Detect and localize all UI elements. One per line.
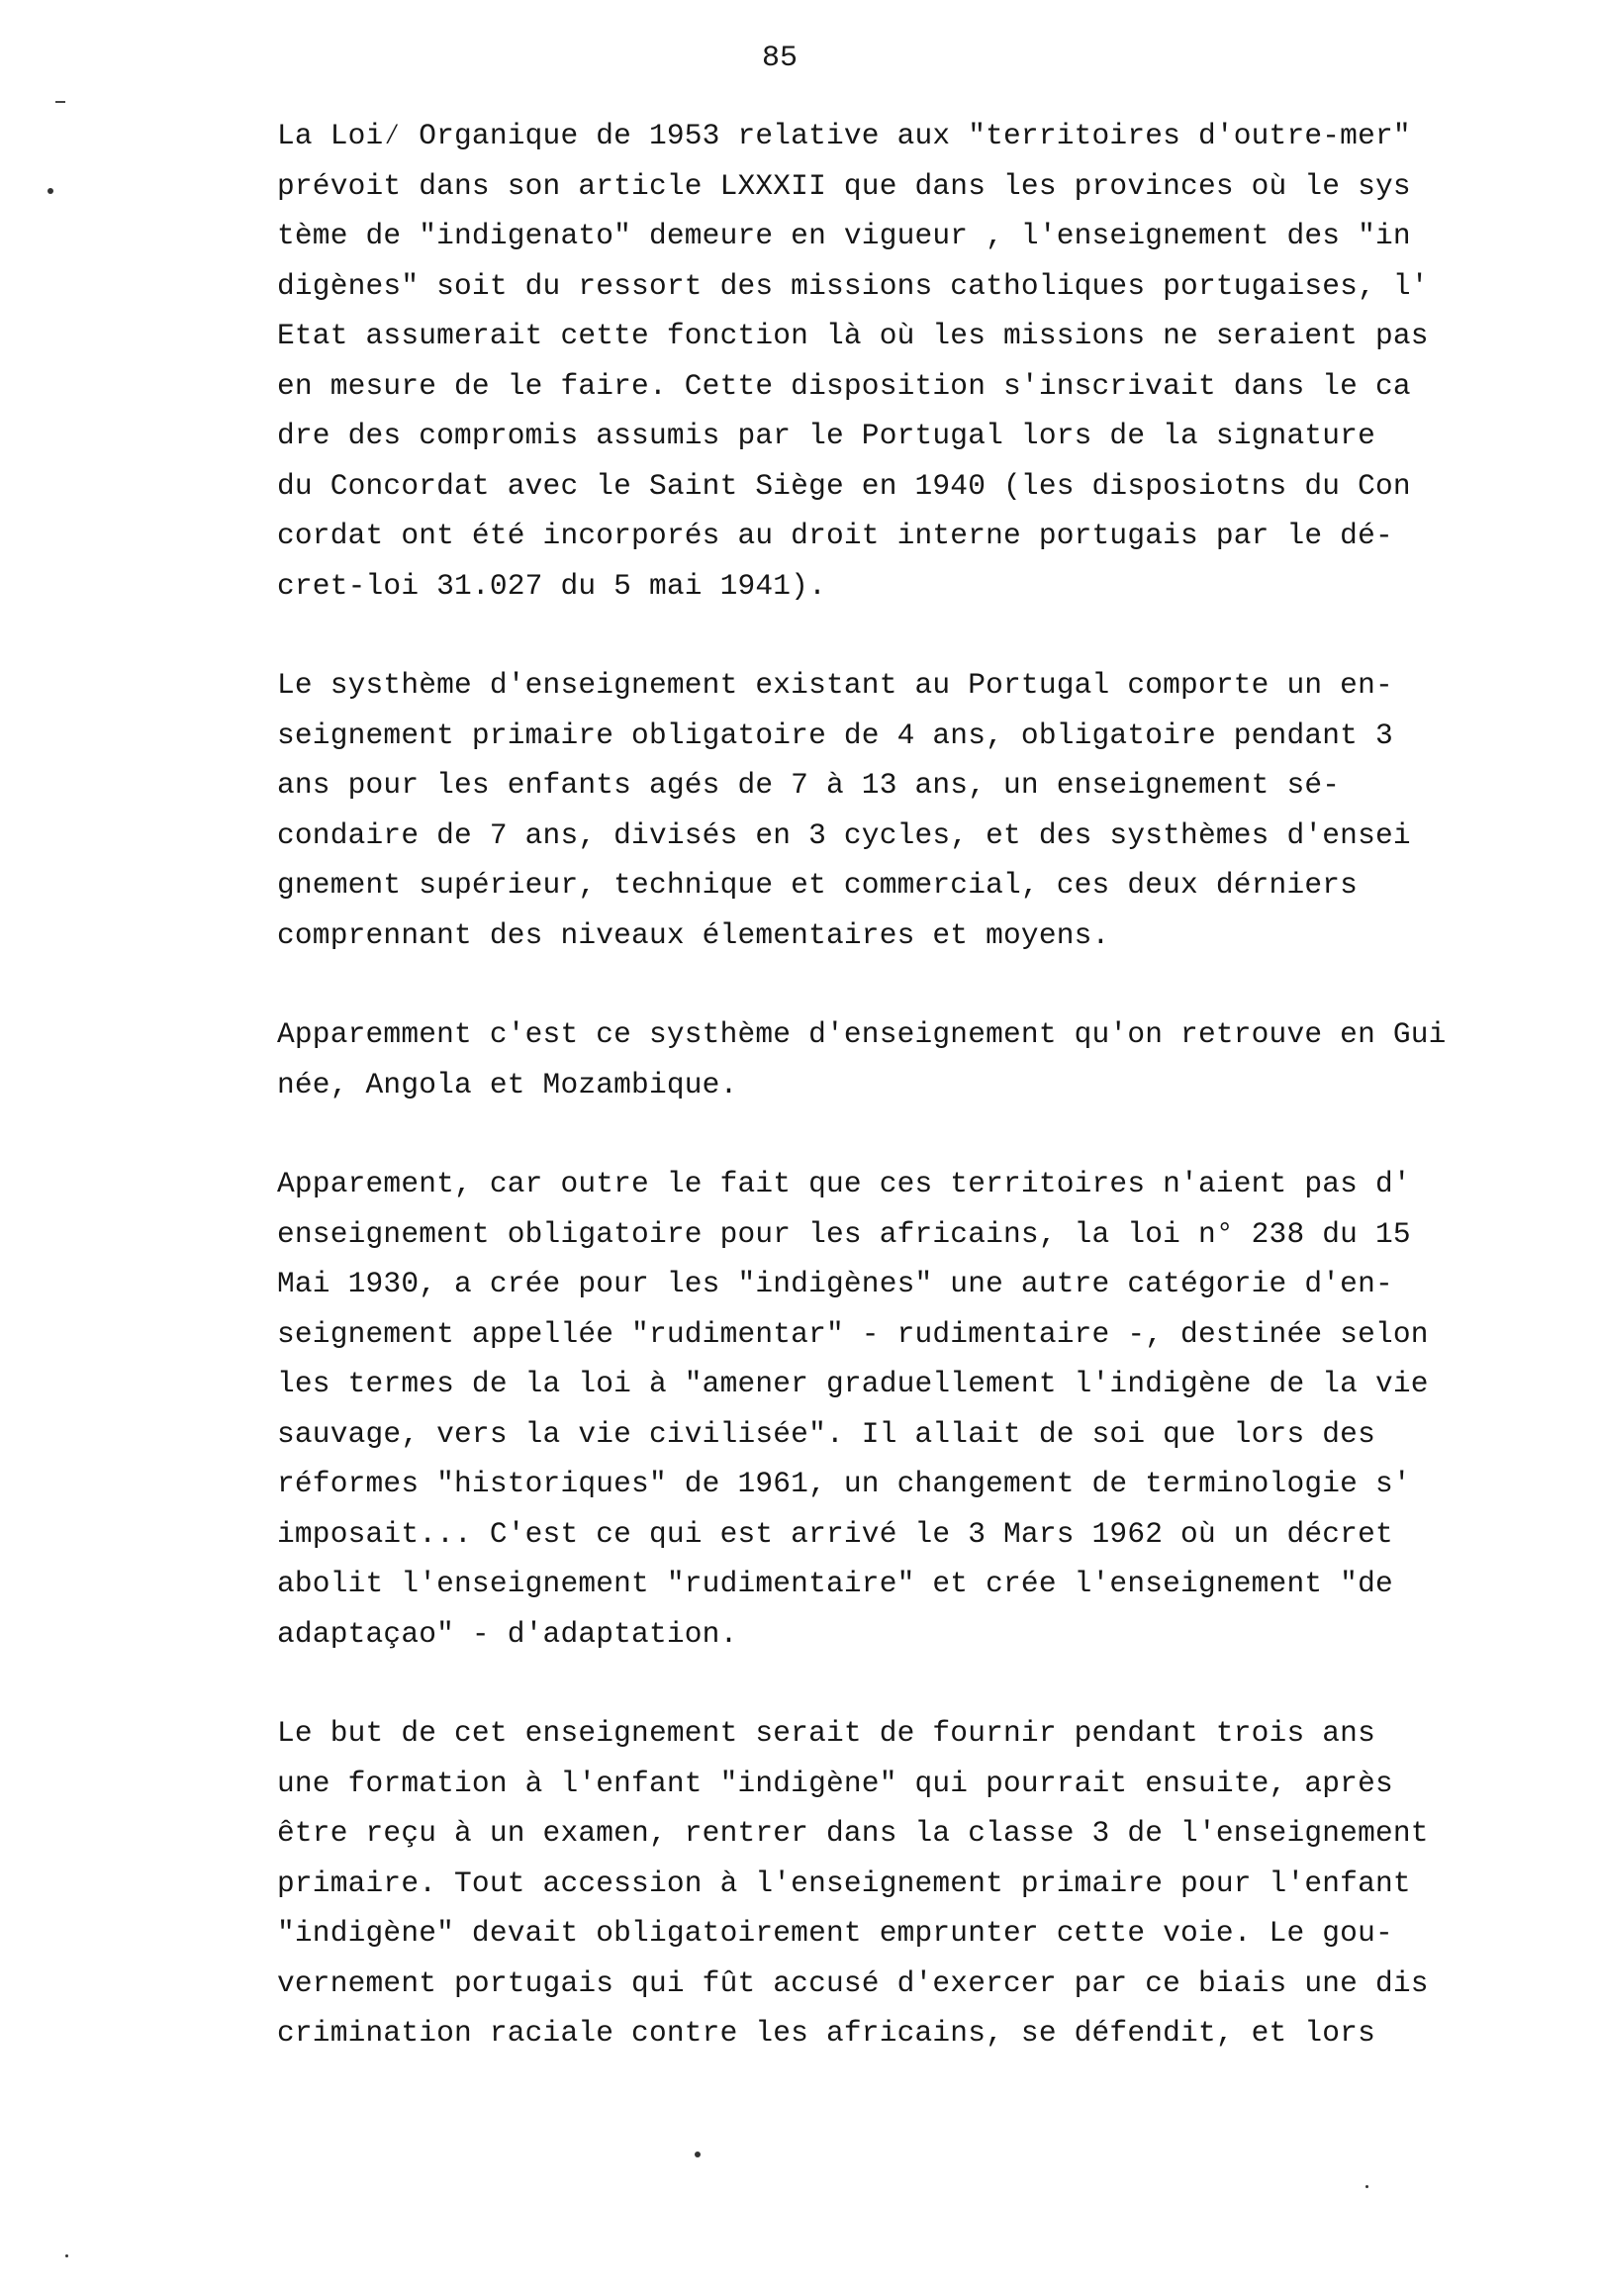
text-line: seignement primaire obligatoire de 4 ans, obligatoire pendant 3	[277, 718, 1393, 752]
scan-speck	[65, 2254, 68, 2257]
paragraph-gap	[277, 1109, 1593, 1159]
page-number: 85	[762, 42, 799, 75]
paragraph-3	[277, 1009, 1593, 1109]
text-line: cordat ont été incorporés au droit interne portugais par le dé-	[277, 519, 1393, 552]
text-line: Etat assumerait cette fonction là où les missions ne seraient pas	[277, 319, 1429, 352]
paragraph-1	[277, 111, 1593, 611]
text-line: dre des compromis assumis par le Portugal lors de la signature	[277, 419, 1375, 452]
text-line: réformes "historiques" de 1961, un changement de terminologie s'	[277, 1467, 1411, 1500]
text-line: vernement portugais qui fût accusé d'exercer par ce biais une dis	[277, 1965, 1429, 2000]
text-line: sauvage, vers la vie civilisée". Il allait de soi que lors des	[277, 1416, 1375, 1451]
text-line: prévoit dans son article LXXXII que dans les provinces où le sys	[277, 168, 1411, 203]
scan-speck	[695, 2152, 701, 2157]
text-line: condaire de 7 ans, divisés en 3 cycles, et des systhèmes d'ensei	[277, 817, 1411, 852]
body-text	[277, 111, 1593, 2058]
text-line: enseignement obligatoire pour les africains, la loi n° 238 du 15	[277, 1216, 1411, 1251]
text-line: gnement supérieur, technique et commercial, ces deux dérniers	[277, 868, 1359, 902]
text-line: être reçu à un examen, rentrer dans la classe 3 de l'enseignement	[277, 1816, 1429, 1850]
text-line: crimination raciale contre les africains, se défendit, et lors	[277, 2016, 1375, 2050]
text-line: primaire. Tout accession à l'enseignement primaire pour l'enfant	[277, 1866, 1411, 1900]
text-line: une formation à l'enfant "indigène" qui pourrait ensuite, après	[277, 1766, 1393, 1800]
text-line: Apparement, car outre le fait que ces territoires n'aient pas d'	[277, 1167, 1411, 1200]
text-line: les termes de la loi à "amener graduellement l'indigène de la vie	[277, 1367, 1429, 1400]
paragraph-gap	[277, 611, 1593, 660]
text-line: cret-loi 31.027 du 5 mai 1941).	[277, 568, 826, 603]
scan-speck	[55, 101, 65, 103]
scan-speck	[1365, 2185, 1368, 2188]
text-line: adaptaçao" - d'adaptation.	[277, 1616, 738, 1651]
text-line: imposait... C'est ce qui est arrivé le 3 Mars 1962 où un décret	[277, 1516, 1393, 1551]
text-line: Le but de cet enseignement serait de fournir pendant trois ans	[277, 1716, 1375, 1750]
text-line: ans pour les enfants agés de 7 à 13 ans, un enseignement sé-	[277, 768, 1341, 802]
text-line: "indigène" devait obligatoirement emprunter cette voie. Le gou-	[277, 1916, 1393, 1950]
paragraph-4	[277, 1159, 1593, 1659]
paragraph-gap	[277, 1659, 1593, 1708]
paragraph-5	[277, 1708, 1593, 2058]
text-line: Apparemment c'est ce systhème d'enseignement qu'on retrouve en Gui	[277, 1017, 1447, 1051]
text-line: La Loi⁄ Organique de 1953 relative aux "territoires d'outre-mer"	[277, 119, 1411, 152]
text-line: née, Angola et Mozambique.	[277, 1067, 738, 1101]
text-line: Mai 1930, a crée pour les "indigènes" une autre catégorie d'en-	[277, 1267, 1393, 1300]
paragraph-2	[277, 660, 1593, 960]
paragraph-gap	[277, 960, 1593, 1009]
text-line: du Concordat avec le Saint Siège en 1940 (les disposiotns du Con	[277, 468, 1411, 503]
text-line: seignement appellée "rudimentar" - rudimentaire -, destinée selon	[277, 1316, 1429, 1351]
text-line: tème de "indigenato" demeure en vigueur , l'enseignement des "in	[277, 219, 1411, 252]
text-line: abolit l'enseignement "rudimentaire" et crée l'enseignement "de	[277, 1567, 1393, 1600]
text-line: digènes" soit du ressort des missions catholiques portugaises, l'	[277, 268, 1429, 303]
scan-speck	[47, 188, 53, 194]
text-line: Le systhème d'enseignement existant au Portugal comporte un en-	[277, 668, 1393, 702]
text-line: en mesure de le faire. Cette disposition s'inscrivait dans le ca	[277, 368, 1411, 403]
text-line: comprennant des niveaux élementaires et moyens.	[277, 917, 1110, 952]
